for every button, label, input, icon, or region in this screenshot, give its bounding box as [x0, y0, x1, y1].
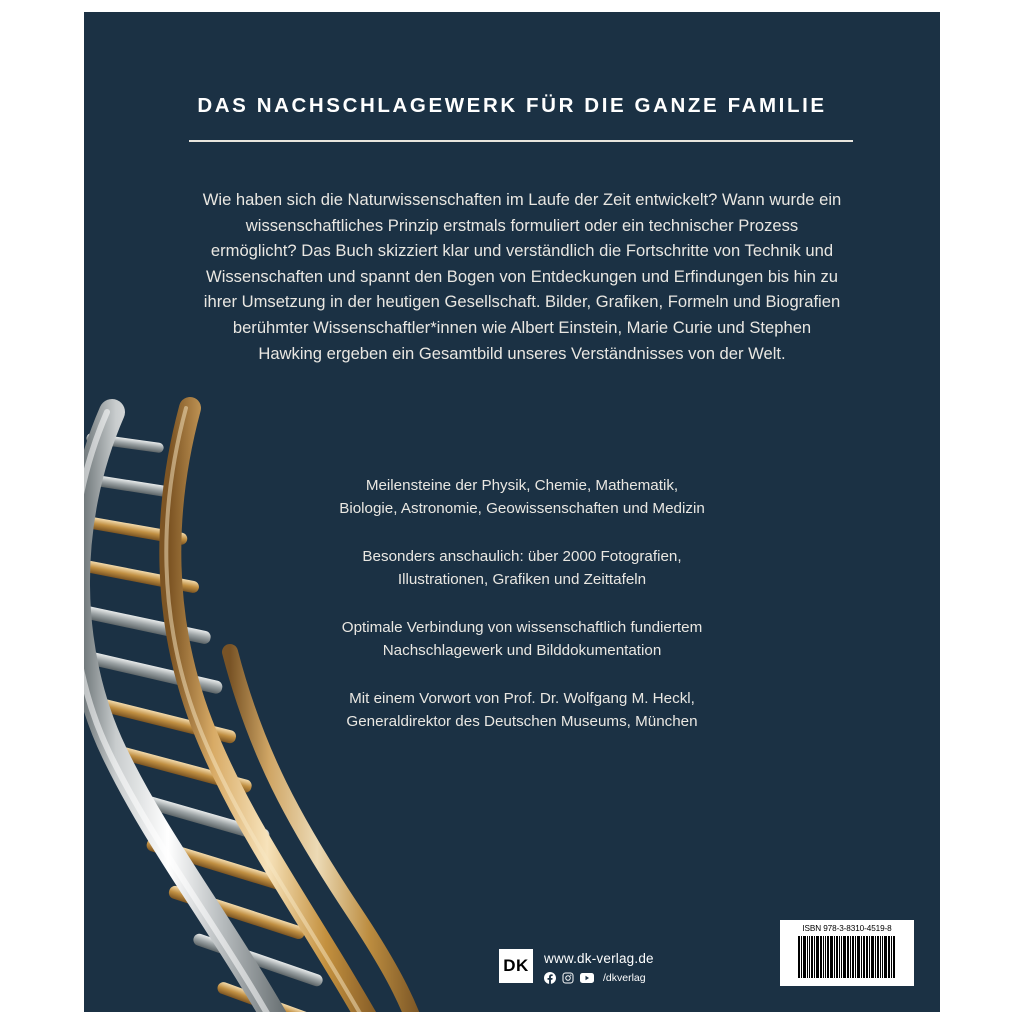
isbn-label: ISBN 978-3-8310-4519-8: [802, 924, 892, 933]
feature-line: Besonders anschaulich: über 2000 Fotografien,: [362, 548, 682, 565]
feature-item: [202, 474, 842, 520]
dk-logo: DK: [499, 949, 533, 983]
instagram-icon[interactable]: [562, 972, 574, 984]
feature-line: Biologie, Astronomie, Geowissenschaften und Medizin: [339, 500, 705, 517]
feature-item: [202, 545, 842, 591]
feature-line: Illustrationen, Grafiken und Zeittafeln: [397, 571, 647, 588]
page-title: DAS NACHSCHLAGEWERK FÜR DIE GANZE FAMILIE: [197, 94, 827, 117]
feature-line: Generaldirektor des Deutschen Museums, München: [346, 713, 698, 730]
title-divider: [189, 140, 853, 142]
isbn-barcode: [780, 920, 914, 986]
feature-list: [202, 474, 842, 733]
feature-line: Nachschlagewerk und Bilddokumentation: [382, 642, 662, 659]
feature-line: Mit einem Vorwort von Prof. Dr. Wolfgang M. Heckl,: [349, 690, 695, 707]
barcode-bars: [786, 936, 908, 978]
youtube-icon[interactable]: [580, 972, 594, 984]
feature-item: [202, 687, 842, 733]
social-links: [544, 972, 654, 984]
blurb-text: Wie haben sich die Naturwissenschaften im Laufe der Zeit entwickelt? Wann wurde ein wissenschaftliches Prinzip erstmals formuliert oder ein technischer Prozess ermöglicht? Das Buch skizziert klar und verständlich die Fortschritte von Technik und Wissenschaften und spannt den Bogen von Entdeckungen und Erfindungen bis hin zu ihrer Umsetzung in der heutigen Gesellschaft. Bilder, Grafiken, Formeln und Biografien berühmter Wissenschaftler*innen wie Albert Einstein, Marie Curie und Stephen Hawking ergeben ein Gesamtbild unseres Verständnisses von der Welt.: [202, 190, 842, 363]
feature-line: Optimale Verbindung von wissenschaftlich fundiertem: [341, 619, 703, 636]
facebook-icon[interactable]: [544, 972, 556, 984]
publisher-url[interactable]: www.dk-verlag.de: [544, 951, 654, 966]
publisher-footer: [499, 949, 654, 984]
social-handle: /dkverlag: [603, 972, 646, 984]
feature-item: [202, 616, 842, 662]
book-back-cover: [84, 12, 940, 1012]
feature-line: Meilensteine der Physik, Chemie, Mathematik,: [365, 477, 679, 494]
